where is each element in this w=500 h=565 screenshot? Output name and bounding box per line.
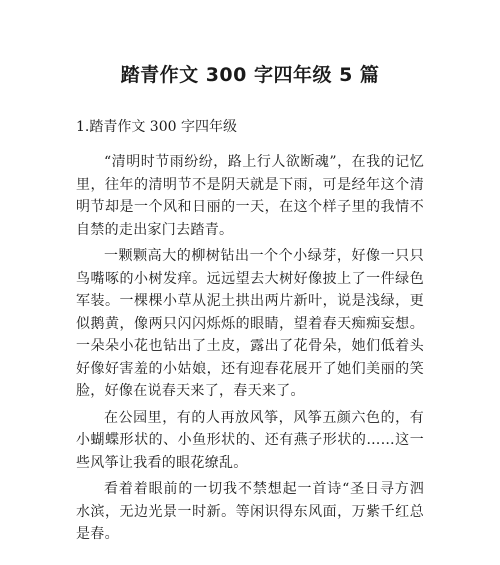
- essay-body: [76, 151, 424, 550]
- paragraph: 一颗颗高大的柳树钻出一个个小绿芽，好像一只只鸟嘴啄的小树发痒。远远望去大树好像披上了一件绿色军装。一棵棵小草从泥土拱出两片新叶，说是浅绿，更似鹅黄，像两只闪闪烁烁的眼睛，望着春天痴痴妄想。一朵朵小花也钻出了土皮，露出了花骨朵，她们低着头好像好害羞的小姑娘，还有迎春花展开了她们美丽的笑脸，好像在说春天来了，春天来了。: [76, 248, 424, 399]
- paragraph: “清明时节雨纷纷，路上行人欲断魂”，在我的记忆里，往年的清明节不是阴天就是下雨，可是经年这个清明节却是一个风和日丽的一天，在这个样子里的我情不自禁的走出家门去踏青。: [76, 154, 424, 238]
- section-heading: 1.踏青作文 300 字四年级: [76, 119, 237, 135]
- paragraph: 看着着眼前的一切我不禁想起一首诗“圣日寻方泗水滨，无边光景一时新。等闲识得东风面，万紫千红总是春。: [76, 481, 424, 542]
- document-title: 踏青作文 300 字四年级 5 篇: [120, 64, 380, 86]
- paragraph: 在公园里，有的人再放风筝，风筝五颜六色的，有小蝴蝶形状的、小鱼形状的、还有燕子形状的……这一些风筝让我看的眼花缭乱。: [76, 409, 424, 471]
